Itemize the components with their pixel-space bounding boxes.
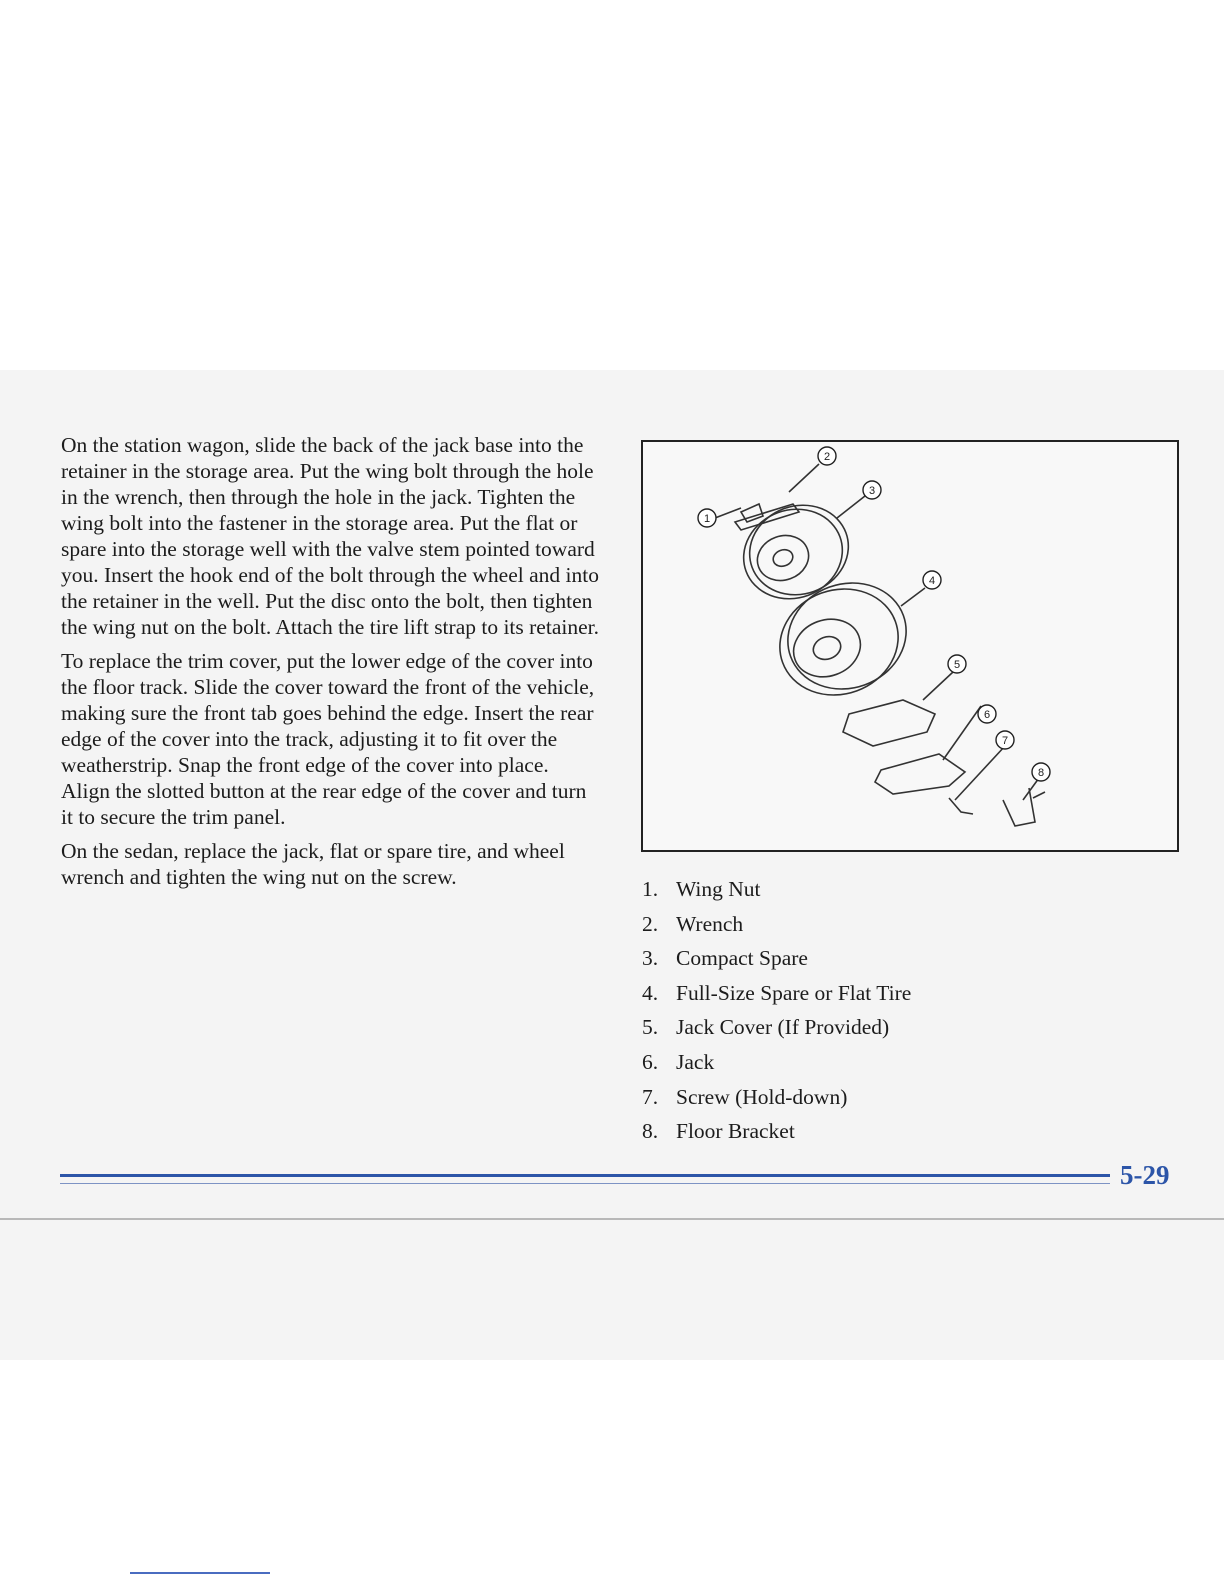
- footer-rule: [60, 1174, 1110, 1177]
- legend-item: 3. Compact Spare: [642, 946, 808, 971]
- paragraph-trim-cover: To replace the trim cover, put the lower edge of the cover into the floor track. Slide the cover toward the front of the vehicle, making sure the front tab goes behind the edge. Insert the rear edge of the cover into the track, adjusting it to fit over the weatherstrip. Snap the front edge of the cover into place. Align the slotted button at the rear edge of the cover and turn it to secure the trim panel.: [61, 649, 595, 829]
- callout-1: 1: [703, 513, 711, 525]
- footer-rule-thin: [60, 1183, 1110, 1184]
- paragraph-station-wagon: On the station wagon, slide the back of the jack base into the retainer in the storage area. Put the wing bolt through the hole in the wrench, then through the hole in the jack. Tighten the wing bolt into the fastener in the storage area. Put the flat or spare into the storage well with the valve stem pointed toward you. Insert the hook end of the bolt through the wheel and into the retainer in the well. Put the disc onto the bolt, then tighten the wing nut on the bolt. Attach the tire lift strap to its retainer.: [61, 433, 599, 639]
- jack-cover-shape: [843, 700, 935, 746]
- page-number: 5-29: [1120, 1160, 1170, 1190]
- page-divider: [0, 1218, 1224, 1220]
- scan-mark: [130, 1572, 270, 1574]
- callout-7: 7: [1001, 735, 1009, 747]
- parts-legend: [642, 872, 1142, 1149]
- callout-4: 4: [928, 575, 936, 587]
- legend-item: 1. Wing Nut: [642, 877, 761, 901]
- callout-3: 3: [868, 485, 876, 497]
- legend-item: 7. Screw (Hold-down): [642, 1084, 848, 1109]
- jack-shape: [875, 754, 965, 794]
- callout-8: 8: [1037, 767, 1045, 779]
- paragraph-sedan: On the sedan, replace the jack, flat or spare tire, and wheel wrench and tighten the wing nut on the screw.: [61, 839, 565, 889]
- legend-item: 4. Full-Size Spare or Flat Tire: [642, 980, 912, 1005]
- spare-tire-storage-diagram: [641, 440, 1179, 852]
- legend-item: 5. Jack Cover (If Provided): [642, 1015, 890, 1040]
- floor-bracket-shape: [1003, 788, 1045, 826]
- callout-2: 2: [823, 451, 831, 463]
- hold-down-screw-shape: [949, 798, 973, 814]
- legend-item: 8. Floor Bracket: [642, 1119, 795, 1144]
- diagram-illustration: [643, 442, 1177, 850]
- legend-item: 6. Jack: [642, 1049, 715, 1074]
- legend-item: 2. Wrench: [642, 911, 744, 936]
- callout-6: 6: [983, 709, 991, 721]
- instructions-text: [61, 432, 601, 898]
- callout-5: 5: [953, 659, 961, 671]
